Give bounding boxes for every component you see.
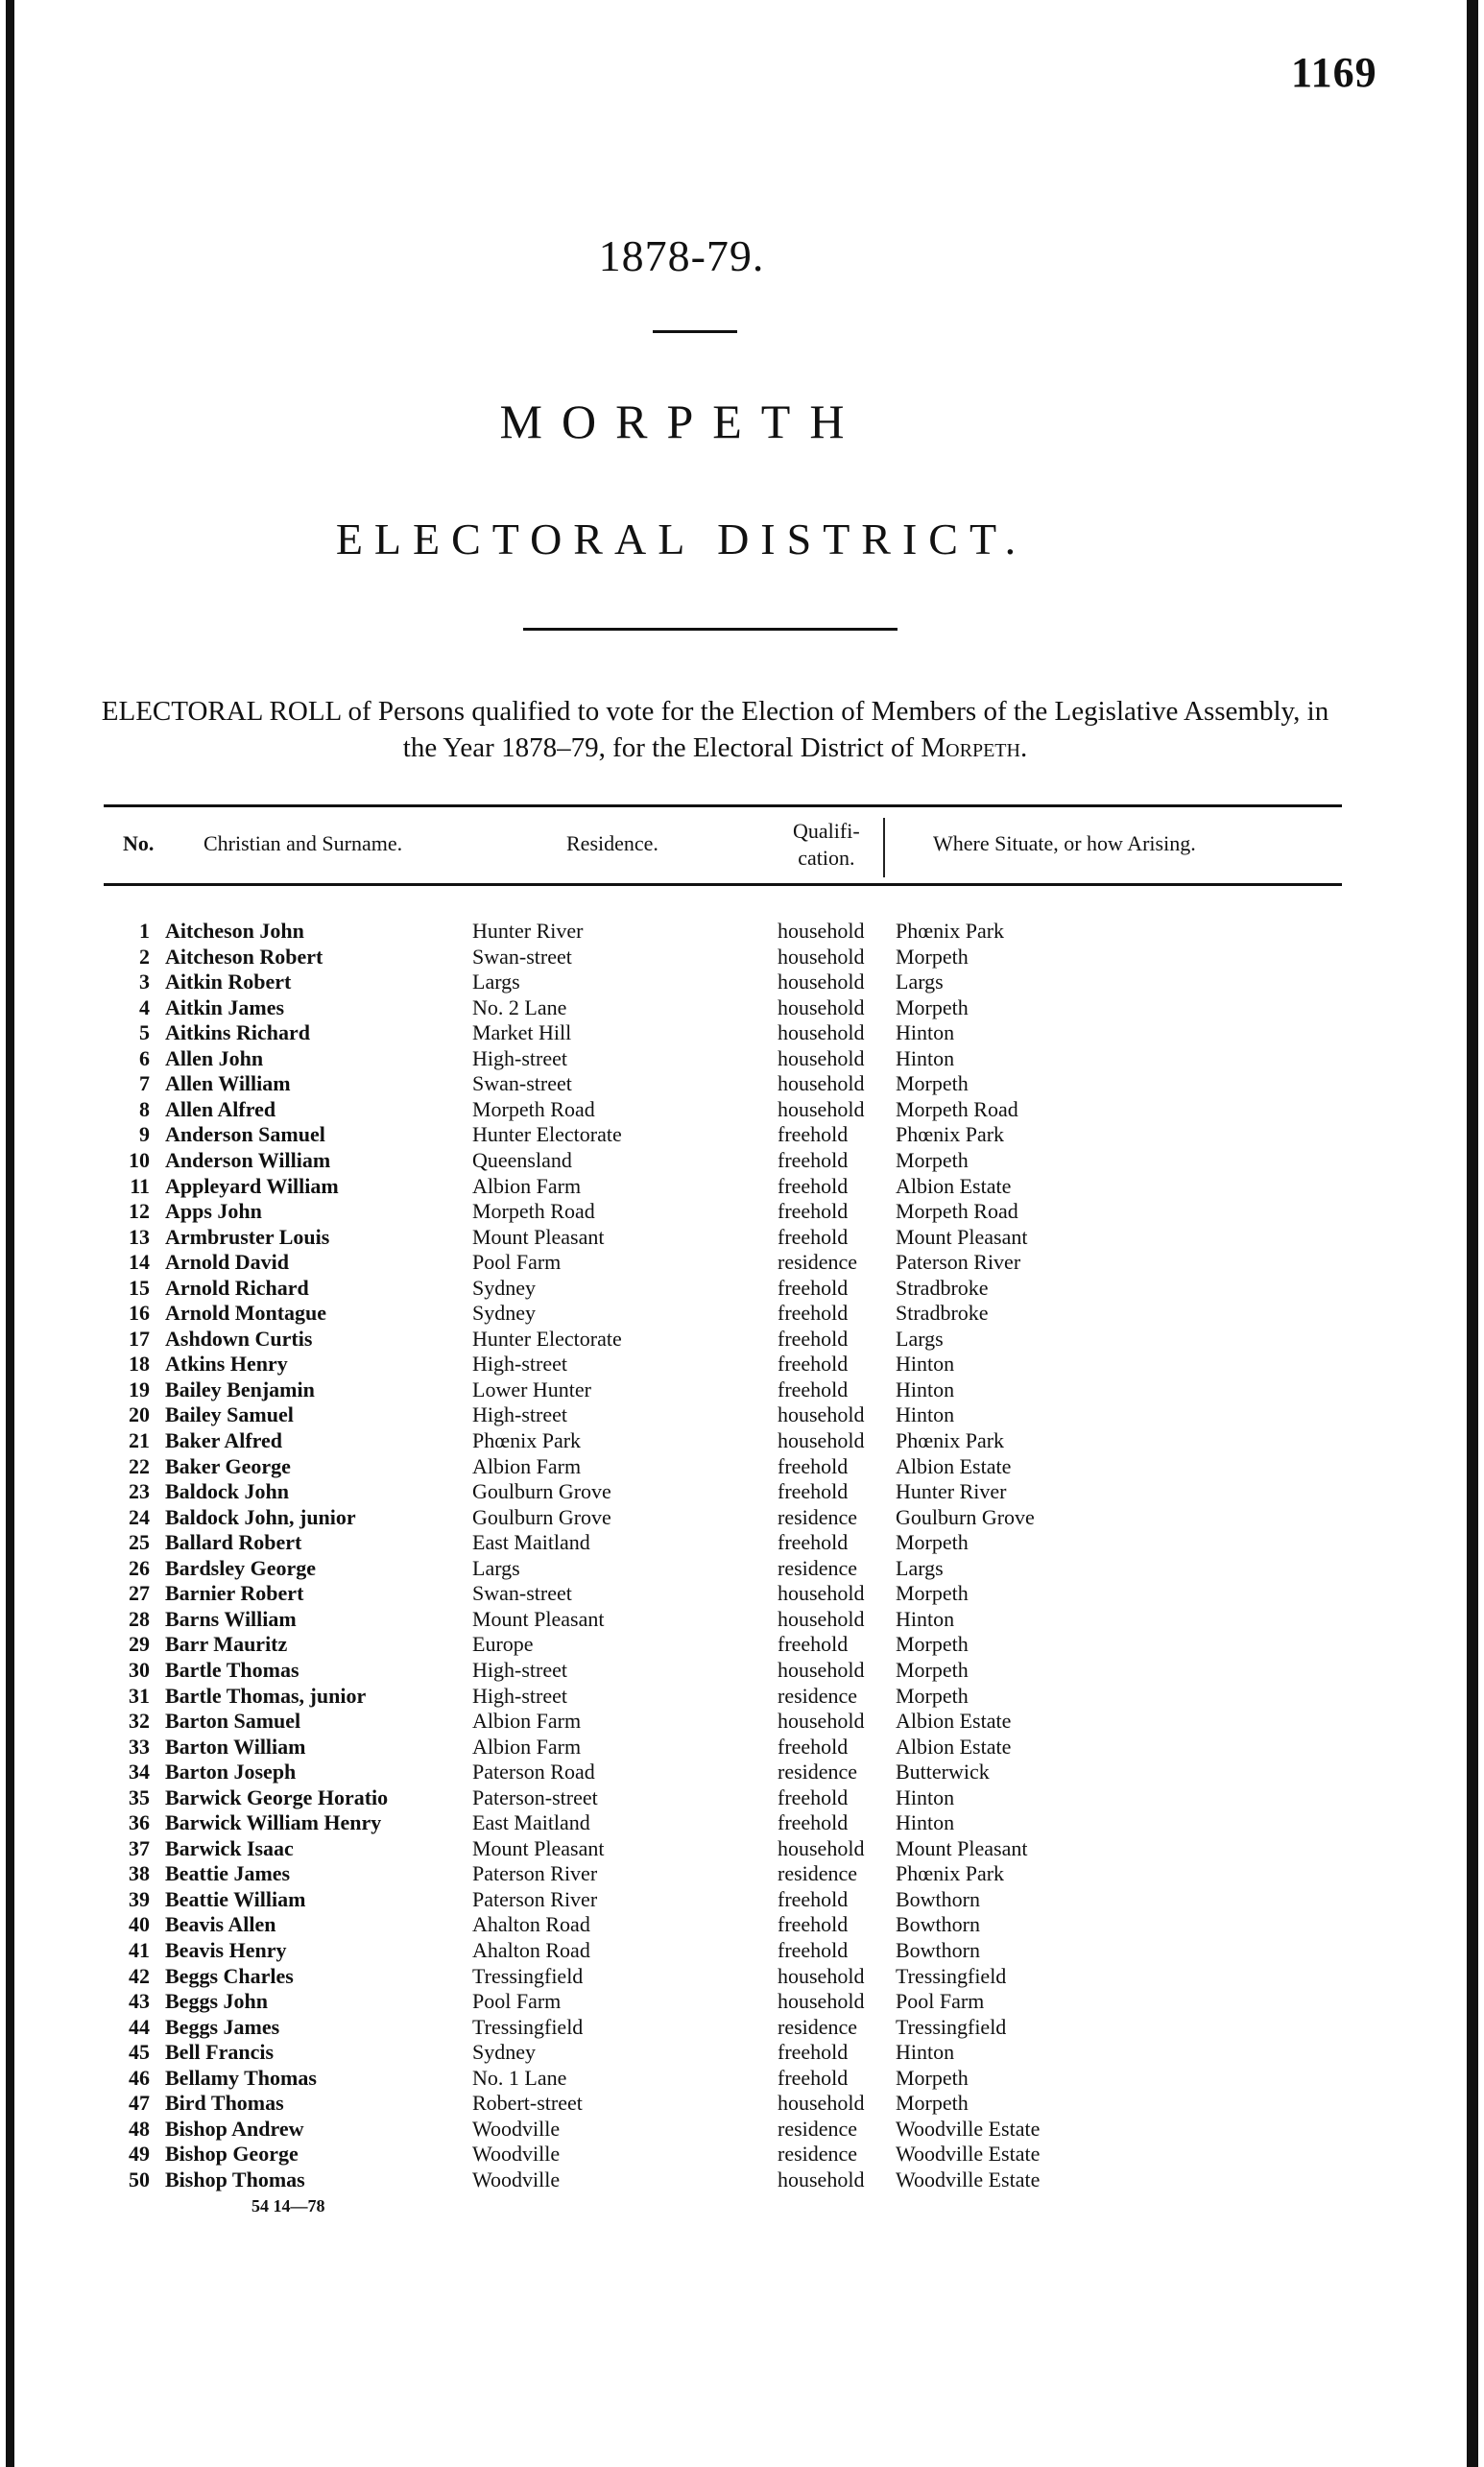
elector-name: Beggs James xyxy=(165,2014,280,2039)
elector-qualification: freehold xyxy=(778,1530,849,1555)
elector-where-situate: Phœnix Park xyxy=(896,1428,1005,1452)
elector-name: Bell Francis xyxy=(165,2040,275,2065)
elector-residence: Largs xyxy=(472,1555,520,1580)
short-divider xyxy=(653,330,737,333)
elector-qualification: residence xyxy=(778,2142,858,2167)
elector-qualification: freehold xyxy=(778,1199,849,1224)
elector-name: Anderson Samuel xyxy=(165,1122,325,1147)
elector-name: Bishop George xyxy=(165,2142,299,2167)
elector-where-situate: Woodville Estate xyxy=(896,2167,1041,2192)
elector-residence: High-street xyxy=(472,1683,567,1708)
elector-name: Anderson William xyxy=(165,1147,331,1172)
title-divider xyxy=(523,628,898,631)
header-name: Christian and Surname. xyxy=(203,831,403,855)
district-name: MORPETH xyxy=(499,395,864,448)
elector-residence: Woodville xyxy=(472,2142,561,2167)
elector-qualification: freehold xyxy=(778,1377,849,1401)
elector-residence: High-street xyxy=(472,1045,567,1070)
elector-name: Baldock John xyxy=(165,1479,289,1504)
elector-where-situate: Hinton xyxy=(896,1352,955,1377)
elector-where-situate: Woodville Estate xyxy=(896,2142,1041,2167)
elector-where-situate: Hinton xyxy=(896,2040,955,2065)
elector-number: 13 xyxy=(129,1224,150,1249)
elector-name: Aitkin James xyxy=(165,994,285,1019)
elector-residence: Lower Hunter xyxy=(472,1377,592,1401)
elector-name: Bardsley George xyxy=(165,1555,317,1580)
elector-where-situate: Morpeth xyxy=(896,1071,969,1096)
elector-where-situate: Stradbroke xyxy=(896,1275,989,1300)
page-right-border xyxy=(1467,0,1478,2467)
elector-qualification: freehold xyxy=(778,1632,849,1657)
elector-where-situate: Albion Estate xyxy=(896,1709,1012,1734)
elector-where-situate: Morpeth Road xyxy=(896,1096,1018,1121)
elector-qualification: freehold xyxy=(778,1810,849,1835)
elector-where-situate: Largs xyxy=(896,1555,944,1580)
elector-number: 20 xyxy=(129,1402,150,1427)
intro-text: of Persons qualified to vote for the Election of Members of the Legislative Assembly, in the Year 1878–79, for the Electoral District of xyxy=(341,696,1329,763)
header-where: Where Situate, or how Arising. xyxy=(933,831,1196,855)
elector-where-situate: Morpeth xyxy=(896,1581,969,1606)
elector-qualification: residence xyxy=(778,2116,858,2141)
elector-where-situate: Albion Estate xyxy=(896,1173,1012,1198)
elector-name: Arnold Richard xyxy=(165,1275,309,1300)
elector-qualification: household xyxy=(778,1989,865,2014)
elector-name: Arnold Montague xyxy=(165,1301,327,1326)
elector-where-situate: Paterson River xyxy=(896,1250,1021,1275)
elector-residence: Pool Farm xyxy=(472,1989,562,2014)
elector-name: Bishop Andrew xyxy=(165,2116,304,2141)
elector-where-situate: Mount Pleasant xyxy=(896,1224,1028,1249)
elector-qualification: household xyxy=(778,1045,865,1070)
elector-residence: Paterson-street xyxy=(472,1784,598,1809)
elector-qualification: household xyxy=(778,2167,865,2192)
elector-qualification: freehold xyxy=(778,1301,849,1326)
elector-residence: Ahalton Road xyxy=(472,1938,590,1962)
elector-where-situate: Goulburn Grove xyxy=(896,1504,1035,1529)
elector-qualification: household xyxy=(778,1657,865,1682)
elector-where-situate: Morpeth xyxy=(896,2065,969,2090)
elector-residence: Goulburn Grove xyxy=(472,1504,611,1529)
table-header-rule xyxy=(104,883,1342,886)
elector-number: 11 xyxy=(130,1173,150,1198)
elector-where-situate: Woodville Estate xyxy=(896,2116,1041,2141)
elector-number: 15 xyxy=(129,1275,150,1300)
elector-qualification: residence xyxy=(778,1861,858,1886)
intro-end: . xyxy=(1019,732,1028,763)
elector-qualification: freehold xyxy=(778,1453,849,1478)
elector-qualification: household xyxy=(778,1402,865,1427)
elector-qualification: household xyxy=(778,1963,865,1988)
elector-name: Beggs Charles xyxy=(165,1963,294,1988)
elector-where-situate: Morpeth xyxy=(896,1530,969,1555)
elector-where-situate: Mount Pleasant xyxy=(896,1835,1028,1860)
elector-number: 14 xyxy=(129,1250,150,1275)
elector-qualification: freehold xyxy=(778,1326,849,1351)
elector-residence: Mount Pleasant xyxy=(472,1224,605,1249)
elector-number: 42 xyxy=(129,1963,150,1988)
elector-number: 5 xyxy=(139,1020,150,1045)
header-qualification-line1: Qualifi- xyxy=(793,819,860,843)
elector-number: 3 xyxy=(139,970,150,994)
elector-name: Aitcheson John xyxy=(165,919,304,943)
elector-name: Appleyard William xyxy=(165,1173,339,1198)
elector-residence: Paterson River xyxy=(472,1886,598,1911)
elector-residence: Pool Farm xyxy=(472,1250,562,1275)
elector-name: Aitkins Richard xyxy=(165,1020,310,1045)
page-number: 1169 xyxy=(1291,49,1377,96)
elector-name: Barwick George Horatio xyxy=(165,1784,389,1809)
elector-number: 44 xyxy=(129,2014,150,2039)
elector-number: 7 xyxy=(139,1071,150,1096)
elector-residence: Swan-street xyxy=(472,1071,572,1096)
elector-qualification: freehold xyxy=(778,1734,849,1759)
elector-number: 6 xyxy=(139,1045,150,1070)
intro-lead: ELECTORAL ROLL xyxy=(101,696,342,727)
elector-where-situate: Bowthorn xyxy=(896,1886,980,1911)
elector-name: Bartle Thomas xyxy=(165,1657,299,1682)
elector-qualification: household xyxy=(778,1581,865,1606)
elector-number: 46 xyxy=(129,2065,150,2090)
printer-footnote: 54 14—78 xyxy=(251,2196,325,2216)
elector-name: Arnold David xyxy=(165,1250,289,1275)
elector-where-situate: Hinton xyxy=(896,1606,955,1631)
elector-name: Armbruster Louis xyxy=(165,1224,330,1249)
elector-residence: Sydney xyxy=(472,1275,536,1300)
elector-name: Ashdown Curtis xyxy=(165,1326,313,1351)
elector-qualification: freehold xyxy=(778,2065,849,2090)
elector-qualification: residence xyxy=(778,1555,858,1580)
elector-name: Beggs John xyxy=(165,1989,268,2014)
elector-number: 43 xyxy=(129,1989,150,2014)
elector-where-situate: Hinton xyxy=(896,1045,955,1070)
elector-where-situate: Hinton xyxy=(896,1810,955,1835)
elector-number: 2 xyxy=(139,944,150,969)
elector-where-situate: Phœnix Park xyxy=(896,1861,1005,1886)
elector-where-situate: Morpeth xyxy=(896,1632,969,1657)
elector-residence: Sydney xyxy=(472,2040,536,2065)
elector-number: 1 xyxy=(139,919,150,943)
elector-qualification: freehold xyxy=(778,1224,849,1249)
elector-residence: Tressingfield xyxy=(472,1963,584,1988)
elector-qualification: household xyxy=(778,994,865,1019)
elector-number: 33 xyxy=(129,1734,150,1759)
elector-where-situate: Phœnix Park xyxy=(896,1122,1005,1147)
elector-number: 8 xyxy=(139,1096,150,1121)
intro-district: Morpeth xyxy=(921,732,1020,763)
district-subtitle: ELECTORAL DISTRICT. xyxy=(335,515,1028,563)
elector-residence: East Maitland xyxy=(472,1810,590,1835)
elector-residence: East Maitland xyxy=(472,1530,590,1555)
elector-qualification: freehold xyxy=(778,1479,849,1504)
elector-where-situate: Morpeth Road xyxy=(896,1199,1018,1224)
elector-qualification: household xyxy=(778,1835,865,1860)
elector-name: Bailey Benjamin xyxy=(165,1377,315,1401)
elector-residence: High-street xyxy=(472,1657,567,1682)
elector-qualification: household xyxy=(778,2091,865,2116)
elector-number: 47 xyxy=(129,2091,150,2116)
elector-name: Barton Samuel xyxy=(165,1709,301,1734)
elector-residence: Mount Pleasant xyxy=(472,1835,605,1860)
elector-name: Aitcheson Robert xyxy=(165,944,323,969)
elector-residence: Sydney xyxy=(472,1301,536,1326)
elector-number: 19 xyxy=(129,1377,150,1401)
elector-residence: Morpeth Road xyxy=(472,1199,595,1224)
elector-name: Barnier Robert xyxy=(165,1581,304,1606)
elector-number: 27 xyxy=(129,1581,150,1606)
elector-number: 40 xyxy=(129,1912,150,1937)
elector-residence: Albion Farm xyxy=(472,1709,582,1734)
elector-where-situate: Morpeth xyxy=(896,2091,969,2116)
elector-number: 37 xyxy=(129,1835,150,1860)
elector-residence: Ahalton Road xyxy=(472,1912,590,1937)
elector-number: 16 xyxy=(129,1301,150,1326)
header-qualification xyxy=(793,818,860,872)
elector-number: 32 xyxy=(129,1709,150,1734)
elector-residence: Albion Farm xyxy=(472,1173,582,1198)
elector-qualification: residence xyxy=(778,1250,858,1275)
elector-residence: Morpeth Road xyxy=(472,1096,595,1121)
elector-name: Baker Alfred xyxy=(165,1428,283,1452)
elector-where-situate: Bowthorn xyxy=(896,1912,980,1937)
elector-where-situate: Bowthorn xyxy=(896,1938,980,1962)
elector-qualification: residence xyxy=(778,1683,858,1708)
elector-name: Bird Thomas xyxy=(165,2091,284,2116)
elector-residence: Tressingfield xyxy=(472,2014,584,2039)
header-qualification-line2: cation. xyxy=(798,846,855,870)
elector-qualification: household xyxy=(778,944,865,969)
elector-name: Beavis Allen xyxy=(165,1912,276,1937)
elector-name: Ballard Robert xyxy=(165,1530,302,1555)
elector-where-situate: Phœnix Park xyxy=(896,919,1005,943)
elector-name: Barton Joseph xyxy=(165,1760,297,1784)
elector-qualification: freehold xyxy=(778,1938,849,1962)
elector-qualification: household xyxy=(778,1096,865,1121)
elector-where-situate: Largs xyxy=(896,970,944,994)
elector-qualification: freehold xyxy=(778,1352,849,1377)
elector-residence: Goulburn Grove xyxy=(472,1479,611,1504)
elector-name: Aitkin Robert xyxy=(165,970,292,994)
elector-number: 24 xyxy=(129,1504,150,1529)
elector-number: 12 xyxy=(129,1199,150,1224)
elector-name: Barton William xyxy=(165,1734,306,1759)
elector-qualification: freehold xyxy=(778,1784,849,1809)
elector-name: Barns William xyxy=(165,1606,297,1631)
elector-where-situate: Hinton xyxy=(896,1402,955,1427)
elector-number: 9 xyxy=(139,1122,150,1147)
elector-qualification: freehold xyxy=(778,2040,849,2065)
elector-number: 35 xyxy=(129,1784,150,1809)
elector-number: 29 xyxy=(129,1632,150,1657)
elector-residence: Queensland xyxy=(472,1147,572,1172)
elector-number: 28 xyxy=(129,1606,150,1631)
elector-qualification: household xyxy=(778,1020,865,1045)
elector-number: 21 xyxy=(129,1428,150,1452)
elector-where-situate: Hunter River xyxy=(896,1479,1007,1504)
elector-where-situate: Morpeth xyxy=(896,944,969,969)
elector-where-situate: Albion Estate xyxy=(896,1734,1012,1759)
elector-name: Baker George xyxy=(165,1453,291,1478)
elector-number: 41 xyxy=(129,1938,150,1962)
elector-number: 26 xyxy=(129,1555,150,1580)
elector-number: 34 xyxy=(129,1760,150,1784)
elector-where-situate: Stradbroke xyxy=(896,1301,989,1326)
elector-name: Atkins Henry xyxy=(165,1352,288,1377)
elector-number: 31 xyxy=(129,1683,150,1708)
elector-residence: Swan-street xyxy=(472,1581,572,1606)
elector-number: 25 xyxy=(129,1530,150,1555)
elector-qualification: residence xyxy=(778,1760,858,1784)
header-residence: Residence. xyxy=(566,831,658,855)
elector-where-situate: Tressingfield xyxy=(896,2014,1007,2039)
elector-name: Barr Mauritz xyxy=(165,1632,288,1657)
elector-qualification: household xyxy=(778,1428,865,1452)
elector-number: 39 xyxy=(129,1886,150,1911)
elector-number: 49 xyxy=(129,2142,150,2167)
elector-residence: No. 1 Lane xyxy=(472,2065,567,2090)
elector-residence: Albion Farm xyxy=(472,1453,582,1478)
elector-residence: High-street xyxy=(472,1402,567,1427)
elector-name: Barwick Isaac xyxy=(165,1835,294,1860)
elector-number: 23 xyxy=(129,1479,150,1504)
elector-qualification: household xyxy=(778,1606,865,1631)
elector-where-situate: Morpeth xyxy=(896,1657,969,1682)
elector-name: Beattie James xyxy=(165,1861,291,1886)
elector-number: 50 xyxy=(129,2167,150,2192)
header-no: No. xyxy=(123,831,155,855)
elector-qualification: freehold xyxy=(778,1886,849,1911)
elector-name: Baldock John, junior xyxy=(165,1504,356,1529)
elector-residence: Mount Pleasant xyxy=(472,1606,605,1631)
elector-residence: Swan-street xyxy=(472,944,572,969)
elector-qualification: freehold xyxy=(778,1173,849,1198)
elector-qualification: freehold xyxy=(778,1912,849,1937)
elector-name: Allen Alfred xyxy=(165,1096,276,1121)
elector-residence: Hunter River xyxy=(472,919,584,943)
elector-residence: No. 2 Lane xyxy=(472,994,567,1019)
elector-where-situate: Albion Estate xyxy=(896,1453,1012,1478)
elector-qualification: freehold xyxy=(778,1275,849,1300)
elector-residence: Largs xyxy=(472,970,520,994)
elector-residence: Hunter Electorate xyxy=(472,1122,622,1147)
elector-qualification: household xyxy=(778,1071,865,1096)
elector-residence: Woodville xyxy=(472,2167,561,2192)
elector-where-situate: Morpeth xyxy=(896,994,969,1019)
elector-qualification: household xyxy=(778,919,865,943)
elector-residence: Phœnix Park xyxy=(472,1428,582,1452)
elector-where-situate: Morpeth xyxy=(896,1683,969,1708)
table-top-rule xyxy=(104,804,1342,807)
elector-where-situate: Butterwick xyxy=(896,1760,990,1784)
elector-qualification: household xyxy=(778,970,865,994)
elector-number: 48 xyxy=(129,2116,150,2141)
elector-where-situate: Pool Farm xyxy=(896,1989,985,2014)
elector-where-situate: Hinton xyxy=(896,1020,955,1045)
elector-name: Allen John xyxy=(165,1045,264,1070)
elector-name: Barwick William Henry xyxy=(165,1810,382,1835)
elector-name: Apps John xyxy=(165,1199,262,1224)
elector-where-situate: Hinton xyxy=(896,1377,955,1401)
elector-residence: Albion Farm xyxy=(472,1734,582,1759)
elector-number: 17 xyxy=(129,1326,150,1351)
elector-number: 30 xyxy=(129,1657,150,1682)
elector-qualification: residence xyxy=(778,1504,858,1529)
elector-number: 22 xyxy=(129,1453,150,1478)
elector-qualification: residence xyxy=(778,2014,858,2039)
elector-number: 45 xyxy=(129,2040,150,2065)
elector-number: 18 xyxy=(129,1352,150,1377)
elector-name: Allen William xyxy=(165,1071,291,1096)
elector-name: Bartle Thomas, junior xyxy=(165,1683,367,1708)
elector-number: 4 xyxy=(139,994,150,1019)
elector-residence: Europe xyxy=(472,1632,534,1657)
elector-name: Bishop Thomas xyxy=(165,2167,305,2192)
elector-residence: Woodville xyxy=(472,2116,561,2141)
elector-residence: Paterson Road xyxy=(472,1760,595,1784)
elector-where-situate: Hinton xyxy=(896,1784,955,1809)
elector-where-situate: Largs xyxy=(896,1326,944,1351)
elector-where-situate: Morpeth xyxy=(896,1147,969,1172)
elector-residence: Hunter Electorate xyxy=(472,1326,622,1351)
header-separator xyxy=(883,818,885,877)
elector-residence: High-street xyxy=(472,1352,567,1377)
elector-qualification: freehold xyxy=(778,1122,849,1147)
elector-residence: Market Hill xyxy=(472,1020,572,1045)
elector-number: 10 xyxy=(129,1147,150,1172)
elector-qualification: freehold xyxy=(778,1147,849,1172)
page-left-border xyxy=(6,0,14,2467)
elector-where-situate: Tressingfield xyxy=(896,1963,1007,1988)
roll-year: 1878-79. xyxy=(598,231,765,280)
elector-name: Beattie William xyxy=(165,1886,306,1911)
elector-residence: Paterson River xyxy=(472,1861,598,1886)
elector-number: 36 xyxy=(129,1810,150,1835)
elector-name: Bailey Samuel xyxy=(165,1402,294,1427)
elector-name: Beavis Henry xyxy=(165,1938,287,1962)
elector-number: 38 xyxy=(129,1861,150,1886)
elector-name: Bellamy Thomas xyxy=(165,2065,317,2090)
roll-introduction xyxy=(96,693,1334,766)
elector-residence: Robert-street xyxy=(472,2091,583,2116)
elector-qualification: household xyxy=(778,1709,865,1734)
